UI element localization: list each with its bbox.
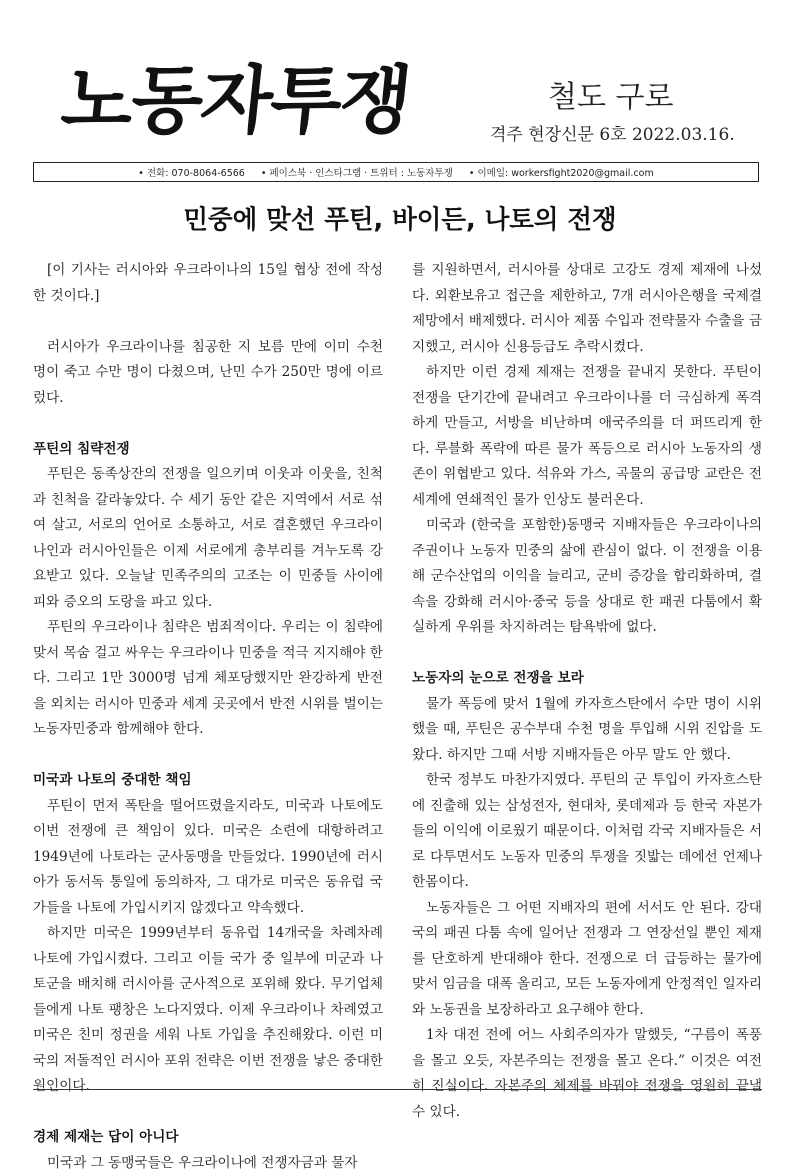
section-heading: 푸틴의 침략전쟁 (33, 437, 383, 463)
paragraph: 하지만 이런 경제 제재는 전쟁을 끝내지 못한다. 푸틴이 전쟁을 단기간에 끝내려고 우크라이나를 더 극심하게 폭격하게 만들고, 서방을 비난하며 애국주의를 더 퍼뜨리게 한다. 루블화 폭락에 따른 물가 폭등으로 러시아 노동자의 생존이 위협받고 있다. 석유와 가스, 곡물의 공급망 교란은 전 세계에 연쇄적인 물가 인상도 불러온다. (412, 360, 762, 513)
contact-phone: • 전화: 070-8064-6566 (138, 165, 245, 179)
article-column-left (33, 258, 383, 1176)
paragraph: 노동자들은 그 어떤 지배자의 편에 서서도 안 된다. 강대국의 패권 다툼 속에 일어난 전쟁과 그 연장선일 뿐인 제재를 단호하게 반대해야 한다. 전쟁으로 더 급등하는 물가에 맞서 임금을 대폭 올리고, 모든 노동자에게 안정적인 일자리와 노동권을 보장하라고 요구해야 한다. (412, 896, 762, 1024)
edition-title: 철도 구로 (548, 72, 673, 116)
editor-note: [이 기사는 러시아와 우크라이나의 15일 협상 전에 작성한 것이다.] (33, 258, 383, 309)
issue-line: 격주 현장신문 6호 2022.03.16. (490, 120, 735, 145)
section-heading: 노동자의 눈으로 전쟁을 보라 (412, 666, 762, 692)
contact-bar (33, 162, 759, 182)
paragraph: 1차 대전 전에 어느 사회주의자가 말했듯, “구름이 폭풍을 몰고 오듯, 자본주의는 전쟁을 몰고 온다.” 이것은 여전히 진실이다. 자본주의 체제를 바꿔야 전쟁을 영원히 끝낼 수 있다. (412, 1023, 762, 1125)
paragraph: 물가 폭등에 맞서 1월에 카자흐스탄에서 수만 명이 시위했을 때, 푸틴은 공수부대 수천 명을 투입해 시위 진압을 도왔다. 하지만 그때 서방 지배자들은 아무 말도 안 했다. (412, 692, 762, 769)
contact-email: • 이메일: workersfight2020@gmail.com (469, 165, 654, 179)
section-heading: 경제 제재는 답이 아니다 (33, 1125, 383, 1151)
masthead (0, 0, 800, 160)
paragraph: 를 지원하면서, 러시아를 상대로 고강도 경제 제재에 나섰다. 외환보유고 접근을 제한하고, 7개 러시아은행을 국제결제망에서 배제했다. 러시아 제품 수입과 전략물자 수출을 금지했고, 러시아 신용등급도 추락시켰다. (412, 258, 762, 360)
section-heading: 미국과 나토의 중대한 책임 (33, 768, 383, 794)
article-headline: 민중에 맞선 푸틴, 바이든, 나토의 전쟁 (0, 200, 800, 236)
intro-paragraph: 러시아가 우크라이나를 침공한 지 보름 만에 이미 수천 명이 죽고 수만 명이 다쳤으며, 난민 수가 250만 명에 이르렀다. (33, 335, 383, 412)
paragraph: 푸틴이 먼저 폭탄을 떨어뜨렸을지라도, 미국과 나토에도 이번 전쟁에 큰 책임이 있다. 미국은 소련에 대항하려고 1949년에 나토라는 군사동맹을 만들었다. 1990년에 러시아가 동서독 통일에 동의하자, 그 대가로 미국은 동유럽 국가들을 나토에 가입시키지 않겠다고 약속했다. (33, 794, 383, 922)
newspaper-logo: 노동자투쟁 (58, 64, 413, 138)
paragraph: 한국 정부도 마찬가지였다. 푸틴의 군 투입이 카자흐스탄에 진출해 있는 삼성전자, 현대차, 롯데제과 등 한국 자본가들의 이익에 이로웠기 때문이다. 이처럼 각국 지배자들은 서로 다투면서도 노동자 민중의 투쟁을 짓밟는 데에선 언제나 한몸이다. (412, 768, 762, 896)
paragraph: 푸틴의 우크라이나 침략은 범죄적이다. 우리는 이 침략에 맞서 목숨 걸고 싸우는 우크라이나 민중을 적극 지지해야 한다. 그리고 1만 3000명 넘게 체포당했지만 완강하게 반전을 외치는 러시아 민중과 세계 곳곳에서 반전 시위를 벌이는 노동자민중과 함께해야 한다. (33, 615, 383, 743)
bottom-rule (33, 1089, 762, 1090)
paragraph: 하지만 미국은 1999년부터 동유럽 14개국을 차례차례 나토에 가입시켰다. 그리고 이들 국가 중 일부에 미군과 나토군을 배치해 러시아를 군사적으로 포위해 왔다. 무기업체들에게 나토 팽창은 노다지였다. 이제 우크라이나 차례였고 미국은 친미 정권을 세워 나토 가입을 추진해왔다. 이런 미국의 저돌적인 러시아 포위 전략은 이번 전쟁을 낳은 중대한 원인이다. (33, 921, 383, 1100)
paragraph: 푸틴은 동족상잔의 전쟁을 일으키며 이웃과 이웃을, 친척과 친척을 갈라놓았다. 수 세기 동안 같은 지역에서 서로 섞여 살고, 서로의 언어로 소통하고, 서로 결혼했던 우크라이나인과 러시아인들은 이제 서로에게 총부리를 겨누도록 강요받고 있다. 오늘날 민족주의의 고조는 이 민중들 사이에 피와 증오의 도랑을 파고 있다. (33, 462, 383, 615)
paragraph: 미국과 (한국을 포함한)동맹국 지배자들은 우크라이나의 주권이나 노동자 민중의 삶에 관심이 없다. 이 전쟁을 이용해 군수산업의 이익을 늘리고, 군비 증강을 합리화하며, 결속을 강화해 러시아·중국 등을 상대로 한 패권 다툼에서 확실하게 우위를 차지하려는 탐욕밖에 없다. (412, 513, 762, 641)
paragraph: 미국과 그 동맹국들은 우크라이나에 전쟁자금과 물자 (33, 1151, 383, 1176)
article-column-right (412, 258, 762, 1125)
contact-sns: • 페이스북 · 인스타그램 · 트위터 : 노동자투쟁 (261, 165, 453, 179)
